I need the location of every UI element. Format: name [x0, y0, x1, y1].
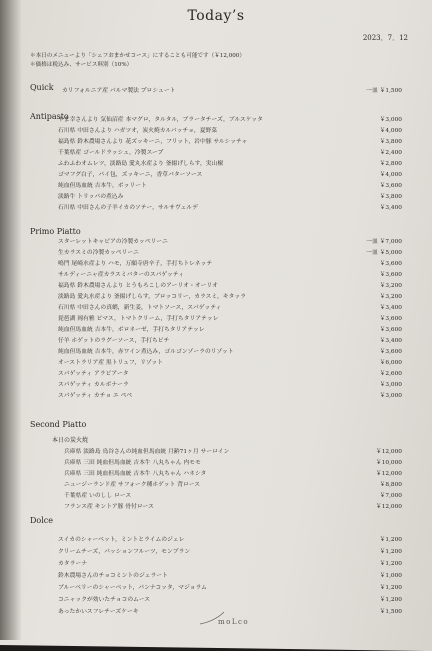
menu-item: [58, 137, 402, 148]
item-price: ￥4,000: [379, 128, 402, 134]
menu-item: [58, 270, 402, 281]
menu-item: [58, 303, 402, 314]
item-price: ￥3,000: [379, 393, 402, 399]
item-name: 鳴門 尾崎水産より ハモ，万願寺唐辛子，手打ちトレネッテ: [58, 261, 213, 267]
item-price: ￥12,000: [375, 504, 402, 510]
item-price: ￥10,000: [375, 460, 402, 466]
item-name: スターレットキャビアの冷製カッペリーニ: [58, 239, 168, 245]
item-price: ￥1,000: [379, 573, 402, 579]
menu-item: [58, 458, 402, 469]
menu-item: [62, 86, 402, 97]
item-price: ￥3,200: [379, 294, 402, 300]
item-price: ￥3,200: [379, 283, 402, 289]
item-name: 兵庫県 淡路島 鳥谷さんの純血但馬血統 月齢71ヶ月 サーロイン: [64, 449, 230, 455]
item-price: ￥3,400: [379, 338, 402, 344]
item-name: ニュージーランド産 サフォーク種ホゲット 背ロース: [64, 482, 201, 488]
item-price: ￥1,500: [379, 609, 402, 615]
item-price: ￥3,600: [379, 272, 402, 278]
item-name: サルディーニャ産カラスミバターのスパゲッティ: [58, 272, 184, 278]
item-name: 純血但馬血統 吉本牛，ボロネーゼ，手打ちタリアテッレ: [58, 327, 205, 333]
item-name: やま幸さんより 気仙沼産 本マグロ，タルタル，ブラータチーズ，ブルスケッタ: [58, 117, 263, 123]
item-price: ￥7,000: [379, 493, 402, 499]
menu-item: [58, 369, 402, 380]
menu-item: [58, 148, 402, 159]
menu-item: [58, 358, 402, 369]
menu-item: [58, 391, 402, 402]
item-name: あったかいスフレチーズケーキ: [58, 609, 139, 615]
item-price: ￥2,600: [379, 371, 402, 377]
item-name: オーストラリア産 黒トリュフ，リゾット: [58, 360, 163, 366]
item-name: ゴマフグ白子，パイ包，ズッキーニ，香草バターソース: [58, 172, 203, 178]
menu-item: [58, 547, 402, 558]
item-price: ￥6,000: [379, 360, 402, 366]
menu-item: [58, 347, 402, 358]
item-name: 福島県 鈴木農場さんより とうもろこしのアーリオ・オーリオ: [58, 283, 218, 289]
item-price: ￥3,600: [379, 261, 402, 267]
menu-item: [58, 325, 402, 336]
item-name: 純血但馬血統 吉本牛，赤ワイン煮込み，ゴルゴンゾーラのリゾット: [58, 349, 234, 355]
menu-item: [58, 502, 402, 513]
menu-item: [58, 181, 402, 192]
tax-note: ＊価格は税込み、サービス料別（10%）: [30, 62, 133, 68]
item-name: 仔羊 ホゲットのラグーソース，手打ちピチ: [58, 338, 170, 344]
item-name: 福島県 鈴木農場さんより 花ズッキーニ，フリット，岩中豚 サルシッチャ: [58, 139, 248, 145]
item-name: コニャックが効いたチョコのムース: [58, 597, 150, 603]
item-price: ￥12,000: [375, 449, 402, 455]
item-price: ￥3,600: [379, 327, 402, 333]
logo-text: moLco: [218, 618, 250, 626]
item-name: 石川県 中田さんより ハガツオ，炭火焼カルパッチョ，夏野菜: [58, 128, 218, 134]
item-price: ￥3,400: [379, 305, 402, 311]
item-name: 千葉県産 いのしし ロース: [64, 493, 132, 499]
menu-item: [58, 559, 402, 570]
menu-item: [58, 535, 402, 546]
menu-item: [58, 336, 402, 347]
item-price: ￥8,800: [379, 482, 402, 488]
item-price: 一皿 ￥1,500: [366, 88, 402, 94]
item-name: ふわふわオムレツ，淡路島 愛丸水産より 釜揚げしらす，実山椒: [58, 161, 224, 167]
menu-item: [58, 571, 402, 582]
item-name: フランス産 キントア豚 骨付ロース: [64, 504, 154, 510]
menu-item: [58, 170, 402, 181]
item-name: 兵庫県 三田 純血但馬血統 吉本牛 八丸ちゃん ハネシタ: [64, 471, 207, 477]
item-name: 淡路島 愛丸水産より 釜揚げしらす，ブロッコリー，カラスミ，キタッラ: [58, 294, 246, 300]
menu-item: [58, 583, 402, 594]
course-note: ＊本日のメニューより「シェフおまかせコース」にすることも可能です（￥12,000）: [30, 53, 245, 59]
item-name: カタラーナ: [58, 561, 87, 567]
item-name: クリームチーズ，パッションフルーツ，モンブラン: [58, 549, 191, 555]
item-name: スパゲッティ カルボナーラ: [58, 382, 129, 388]
menu-item: [58, 491, 402, 502]
section-heading-secondo: Second Piatto: [30, 420, 87, 429]
menu-item: [58, 314, 402, 325]
item-price: ￥3,000: [379, 382, 402, 388]
item-price: 一皿 ￥5,000: [366, 250, 402, 256]
item-price: ￥1,200: [379, 585, 402, 591]
item-price: ￥1,200: [379, 597, 402, 603]
menu-item: [58, 126, 402, 137]
section-heading-primo: Primo Piatto: [30, 227, 81, 236]
item-price: ￥3,600: [379, 316, 402, 322]
menu-notes: [30, 52, 245, 70]
item-price: ￥4,000: [379, 172, 402, 178]
section-heading-antipasto: Antipasto: [30, 112, 69, 121]
menu-item: [58, 447, 402, 458]
menu-item: [58, 237, 402, 248]
item-name: 生カラスミの冷製カッペリーニ: [58, 250, 139, 256]
menu-item: [58, 595, 402, 606]
menu-date: 2023．7．12: [362, 34, 408, 42]
item-price: 一皿 ￥7,000: [366, 239, 402, 245]
item-name: 石川県 中田さんの真蛸，新生姜，トマトソース，スパゲッティ: [58, 305, 222, 311]
item-price: ￥3,800: [379, 194, 402, 200]
item-price: ￥1,200: [379, 561, 402, 567]
item-name: 兵庫県 三田 純血但馬血統 吉本牛 八丸ちゃん 内モモ: [64, 460, 201, 466]
menu-item: [58, 469, 402, 480]
item-name: 石川県 中田さんの子羊イカのソテー，サルサヴェルデ: [58, 205, 198, 211]
item-price: ￥2,400: [379, 150, 402, 156]
item-price: ￥3,800: [379, 139, 402, 145]
item-price: ￥3,600: [379, 349, 402, 355]
item-price: ￥3,600: [379, 183, 402, 189]
menu-item: [58, 159, 402, 170]
item-name: スイカのシャーベット，ミントとライムのジェレ: [58, 537, 185, 543]
item-name: スパゲッティ カチョ エ ペペ: [58, 393, 133, 399]
menu-item: [58, 380, 402, 391]
item-price: ￥1,200: [379, 537, 402, 543]
section-heading-quick: Quick: [30, 83, 54, 92]
item-name: カリフォルニア産 パルマ製法 プロシュート: [62, 88, 176, 94]
page-title: Today’s: [187, 8, 245, 24]
menu-item: [58, 480, 402, 491]
item-price: ￥2,800: [379, 161, 402, 167]
section-heading-dolce: Dolce: [30, 516, 54, 525]
item-name: 純血但馬血統 吉本牛，ボッリート: [58, 183, 147, 189]
item-name: 淡路牛 トリッパの煮込み: [58, 194, 124, 200]
item-name: 琵琶湖 岡有雅 ピマス，トマトクリーム，手打ちタリアテッレ: [58, 316, 219, 322]
item-price: ￥3,400: [379, 205, 402, 211]
item-name: 千葉県産 ゴールドラッシュ，冷製スープ: [58, 150, 164, 156]
menu-item: [58, 115, 402, 126]
item-price: ￥1,200: [379, 549, 402, 555]
menu-item: [58, 192, 402, 203]
item-name: スパゲッティ アラビアータ: [58, 371, 129, 377]
menu-item: [58, 248, 402, 259]
item-name: 鈴木農場さんのチョコミントのジェラート: [58, 573, 168, 579]
restaurant-logo: [196, 608, 256, 632]
menu-item: [58, 281, 402, 292]
menu-item: [58, 259, 402, 270]
menu-item: [58, 203, 402, 214]
menu-item: [58, 292, 402, 303]
item-price: ￥3,000: [379, 117, 402, 123]
subheading-grill: 本日の炭火焼: [52, 437, 89, 444]
item-price: ￥12,000: [375, 471, 402, 477]
item-name: ブルーベリーのシャーベット，パンナコッタ，マジョラム: [58, 585, 207, 591]
